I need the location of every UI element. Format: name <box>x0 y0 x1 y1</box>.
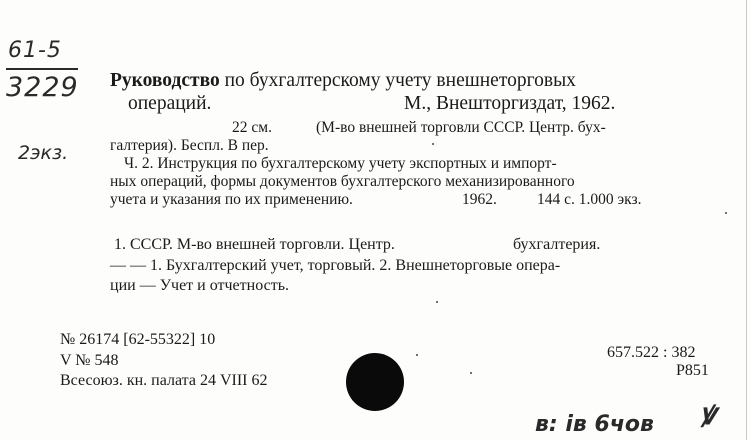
registration-number: № 26174 [62-55322] 10 <box>60 331 216 348</box>
punch-hole <box>346 353 404 411</box>
shelf-code: Р851 <box>676 362 709 379</box>
handwritten-underline <box>6 68 78 70</box>
title-heading: Руководство <box>110 70 220 91</box>
udc-classification: 657.522 : 382 <box>607 344 696 361</box>
part-description-line-1: Ч. 2. Инструкция по бухгалтерскому учету экспортных и импорт- <box>124 155 557 172</box>
part-extent: 144 с. 1.000 экз. <box>537 191 642 208</box>
registration-volume: V № 548 <box>60 352 119 369</box>
handwritten-shelf-number: 61-5 <box>8 38 62 63</box>
card-edge <box>746 0 747 440</box>
speck <box>470 372 472 374</box>
subject-heading-line-1-end: бухгалтерия. <box>513 236 601 253</box>
issuing-body-line-1: (М-во внешней торговли СССР. Центр. бух- <box>316 119 606 136</box>
issuing-body-line-2: галтерия). Беспл. В пер. <box>110 137 269 154</box>
handwritten-call-number: 3229 <box>6 72 79 103</box>
title-line-1 <box>110 70 576 92</box>
part-description-line-3: учета и указания по их применению. <box>110 191 353 208</box>
subject-heading-line-3: ции — Учет и отчетность. <box>110 277 289 294</box>
physical-size: 22 см. <box>232 119 272 136</box>
publication-info: М., Внешторгиздат, 1962. <box>404 93 616 114</box>
handwritten-bottom-note: в: ів 6чов <box>535 412 654 437</box>
speck <box>432 143 434 145</box>
title-rest: по бухгалтерскому учету внешнеторговых <box>219 70 576 91</box>
part-year: 1962. <box>462 191 497 208</box>
handwritten-mark: ꝟ <box>700 397 716 432</box>
subject-heading-line-1: 1. СССР. М-во внешней торговли. Центр. <box>114 236 395 253</box>
speck <box>725 212 727 214</box>
subject-heading-line-2: — — 1. Бухгалтерский учет, торговый. 2. Внешнеторговые опера- <box>110 257 561 274</box>
registration-chamber: Всесоюз. кн. палата 24 VIII 62 <box>60 372 268 389</box>
title-line-2: операций. <box>128 93 212 114</box>
part-description-line-2: ных операций, формы документов бухгалтерского механизированного <box>110 173 575 190</box>
handwritten-copies-note: 2экз. <box>18 142 69 164</box>
speck <box>416 354 418 356</box>
speck <box>436 301 438 303</box>
